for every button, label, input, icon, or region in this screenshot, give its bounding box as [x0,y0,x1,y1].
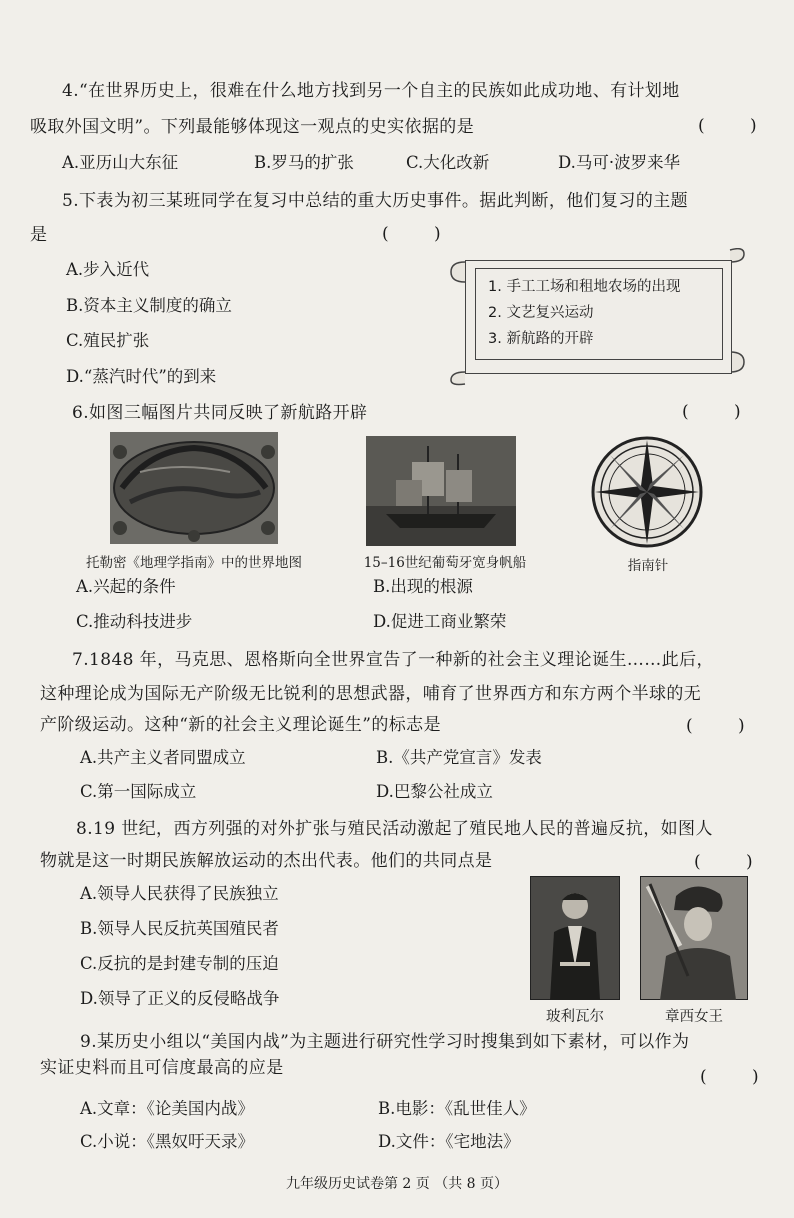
q8-option-d[interactable]: D.领导了正义的反侵略战争 [80,989,280,1008]
q5-option-a[interactable]: A.步入近代 [66,260,150,279]
q9-answer-blank[interactable]: ( ) [700,1067,779,1087]
q7-stem-line1: 7.1848 年，马克思、恩格斯向全世界宣告了一种新的社会主义理论诞生……此后， [72,650,714,670]
q6-option-d[interactable]: D.促进工商业繁荣 [373,612,507,631]
q5-option-c[interactable]: C.殖民扩张 [66,331,150,350]
q6-option-a[interactable]: A.兴起的条件 [76,577,176,596]
q7-stem-line3: 产阶级运动。这种“新的社会主义理论诞生”的标志是 [40,715,441,735]
compass-caption: 指南针 [627,558,669,574]
q7-option-b[interactable]: B.《共产党宣言》发表 [376,748,542,767]
q5-stem-line2: 是 [30,225,48,245]
portuguese-ship-image [366,436,516,546]
q9-option-a[interactable]: A.文章：《论美国内战》 [80,1099,254,1118]
q6-option-c[interactable]: C.推动科技进步 [76,612,193,631]
compass-image [586,434,708,552]
q4-option-c[interactable]: C.大化改新 [406,153,490,172]
q8-option-a[interactable]: A.领导人民获得了民族独立 [80,884,279,903]
q6-stem-line1: 6.如图三幅图片共同反映了新航路开辟 [72,403,368,423]
ptolemy-world-map-image [110,432,278,544]
scroll-event-1: 1. 手工工场和租地农场的出现 [488,279,681,295]
q8-stem-line1: 8.19 世纪，西方列强的对外扩张与殖民活动激起了殖民地人民的普遍反抗，如图人 [76,819,713,839]
q4-answer-blank[interactable]: ( ) [698,116,777,136]
bolivar-portrait-image [530,876,620,1000]
q9-option-b[interactable]: B.电影：《乱世佳人》 [378,1099,536,1118]
page-footer: 九年级历史试卷第 2 页 （共 8 页） [285,1176,509,1192]
q4-stem-line1: 4.“在世界历史上，很难在什么地方找到另一个自主的民族如此成功地、有计划地 [62,81,680,101]
q4-option-b[interactable]: B.罗马的扩张 [254,153,354,172]
q7-option-d[interactable]: D.巴黎公社成立 [376,782,493,801]
map-caption: 托勒密《地理学指南》中的世界地图 [86,555,302,571]
q5-answer-blank[interactable]: ( ) [382,224,461,244]
rani-of-jhansi-portrait-image [640,876,748,1000]
q5-event-scroll [447,248,749,386]
q5-option-d[interactable]: D.“蒸汽时代”的到来 [66,367,217,386]
q6-answer-blank[interactable]: ( ) [682,402,761,422]
q9-stem-line1: 9.某历史小组以“美国内战”为主题进行研究性学习时搜集到如下素材，可以作为 [80,1032,690,1052]
q6-option-b[interactable]: B.出现的根源 [373,577,473,596]
q4-option-a[interactable]: A.亚历山大东征 [62,153,179,172]
q8-option-b[interactable]: B.领导人民反抗英国殖民者 [80,919,279,938]
q5-option-b[interactable]: B.资本主义制度的确立 [66,296,232,315]
q8-option-c[interactable]: C.反抗的是封建专制的压迫 [80,954,279,973]
q8-stem-line2: 物就是这一时期民族解放运动的杰出代表。他们的共同点是 [40,851,493,871]
q9-stem-line2: 实证史料而且可信度最高的应是 [40,1058,284,1078]
scroll-event-3: 3. 新航路的开辟 [488,331,594,347]
q9-option-c[interactable]: C.小说：《黑奴吁天录》 [80,1132,255,1151]
rani-caption: 章西女王 [665,1009,723,1025]
q7-stem-line2: 这种理论成为国际无产阶级无比锐利的思想武器，哺育了世界西方和东方两个半球的无 [40,684,702,704]
scroll-event-2: 2. 文艺复兴运动 [488,305,594,321]
q7-option-c[interactable]: C.第一国际成立 [80,782,197,801]
q8-answer-blank[interactable]: ( ) [694,852,773,872]
q7-answer-blank[interactable]: ( ) [686,716,765,736]
q4-stem-line2: 吸取外国文明”。下列最能够体现这一观点的史实依据的是 [30,117,475,137]
scroll-event-list [475,268,723,360]
q9-option-d[interactable]: D.文件：《宅地法》 [378,1132,520,1151]
q5-stem-line1: 5.下表为初三某班同学在复习中总结的重大历史事件。据此判断，他们复习的主题 [62,191,689,211]
q7-option-a[interactable]: A.共产主义者同盟成立 [80,748,246,767]
ship-caption: 15–16世纪葡萄牙宽身帆船 [363,555,527,571]
q4-option-d[interactable]: D.马可·波罗来华 [558,153,681,172]
bolivar-caption: 玻利瓦尔 [546,1009,604,1025]
